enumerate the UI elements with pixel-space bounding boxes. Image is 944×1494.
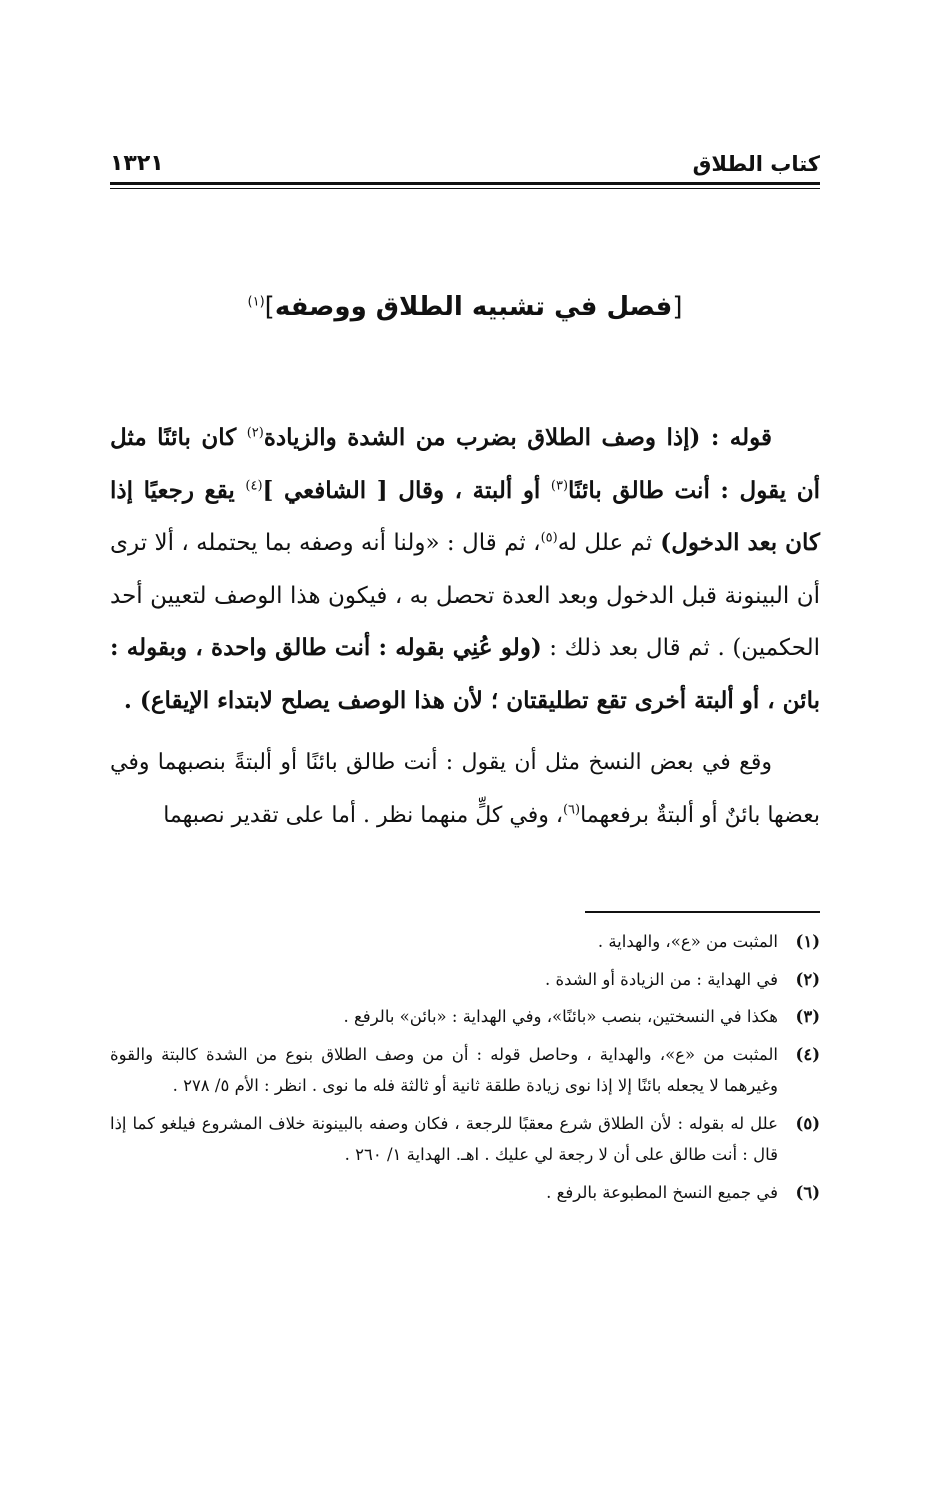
paragraph-commentary [110,737,820,842]
footnote-text: المثبت من «ع»، والهداية ، وحاصل قوله : أن من وصف الطلاق بنوع من الشدة كالبتة والقوة وغيرهما لا يجعله بائنًا إلا إذا نوى زيادة طلقة ثانية أو ثالثة فله ما نوى . انظر : الأم ٥/ ٢٧٨ . [110,1044,778,1095]
footnote-text: هكذا في النسختين، بنصب «بائنًا»، وفي الهداية : «بائن» بالرفع . [343,1007,778,1026]
main-text [110,412,820,842]
footnote-number: (٤) [795,1044,820,1064]
footnote-item [110,1001,820,1033]
running-header [110,142,820,176]
text-segment: أو ألبتة ، وقال [ الشافعي ] [262,476,551,504]
section-title: فصل في تشبيه الطلاق ووصفه [274,292,673,322]
text-segment: ، وفي كلٍّ منهما نظر . أما على تقدير نصبهما [163,802,563,828]
text-segment: قوله : (إذا وصف الطلاق بضرب من الشدة والزيادة [263,424,772,451]
footnote-separator [585,911,820,913]
footnote-number: (٢) [795,969,820,989]
footnote-ref: (٥) [540,530,558,546]
page-number: ١٣٢١ [110,151,164,176]
text-segment: يقع رجعيًا إذا كان بعد الدخول) [110,476,820,556]
book-title: كتاب الطلاق [692,152,820,176]
section-heading [110,292,820,322]
footnote-item [110,1039,820,1102]
footnote-number: (٦) [795,1182,820,1202]
footnotes [110,926,820,1214]
footnote-number: (٥) [795,1113,820,1133]
footnote-ref: (١) [247,294,265,310]
footnote-number: (٣) [795,1007,820,1026]
paragraph-quote [110,412,820,727]
footnote-text: في الهداية : من الزيادة أو الشدة . [545,969,778,989]
text-segment: كان بائنًا مثل أن يقول : أنت طالق بائنًا [110,424,820,504]
header-rule-thick [110,182,820,185]
footnote-text: المثبت من «ع»، والهداية . [597,932,778,951]
footnote-ref: (٣) [550,477,569,493]
text-segment: ثم قال بعد ذلك : [541,635,710,661]
text-segment: وقع في بعض النسخ مثل أن يقول : أنت طالق بائنًا أو ألبتةً بنصبهما وفي بعضها بائنٌ أو ألبتةٌ برفعهما [110,750,820,828]
footnote-item [110,1177,820,1209]
footnote-ref: (٦) [562,802,581,818]
footnote-ref: (٤) [245,477,263,493]
text-segment: (ولو عُنِي بقوله : أنت طالق واحدة ، وبقوله : بائن ، أو ألبتة أخرى تقع تطليقتان ؛ لأن هذا الوصف يصلح لابتداء الإيقاع) . [110,634,820,714]
header-rule [110,182,820,189]
footnote-item [110,926,820,958]
footnote-text: في جميع النسخ المطبوعة بالرفع . [546,1182,778,1202]
footnote-ref: (٢) [246,425,264,441]
heading-close-bracket: ] [264,292,275,322]
header-rule-thin [110,188,820,189]
text-segment: ، ثم قال : «ولنا أنه وصفه بما يحتمله ، ألا ترى أن البينونة قبل الدخول وبعد العدة تحصل به ، فيكون هذا الوصف لتعيين أحد الحكمين) . [110,530,820,661]
footnote-number: (١) [795,932,820,951]
heading-open-bracket: [ [672,292,683,322]
footnote-text: علل له بقوله : لأن الطلاق شرع معقبًا للرجعة ، فكان وصفه بالبينونة خلاف المشروع فيلغو كما إذا قال : أنت طالق على أن لا رجعة لي عليك . اهـ. الهداية ١/ ٢٦٠ . [110,1113,778,1164]
footnote-item [110,964,820,996]
footnote-item [110,1108,820,1171]
text-segment: ثم علل له [557,530,653,556]
